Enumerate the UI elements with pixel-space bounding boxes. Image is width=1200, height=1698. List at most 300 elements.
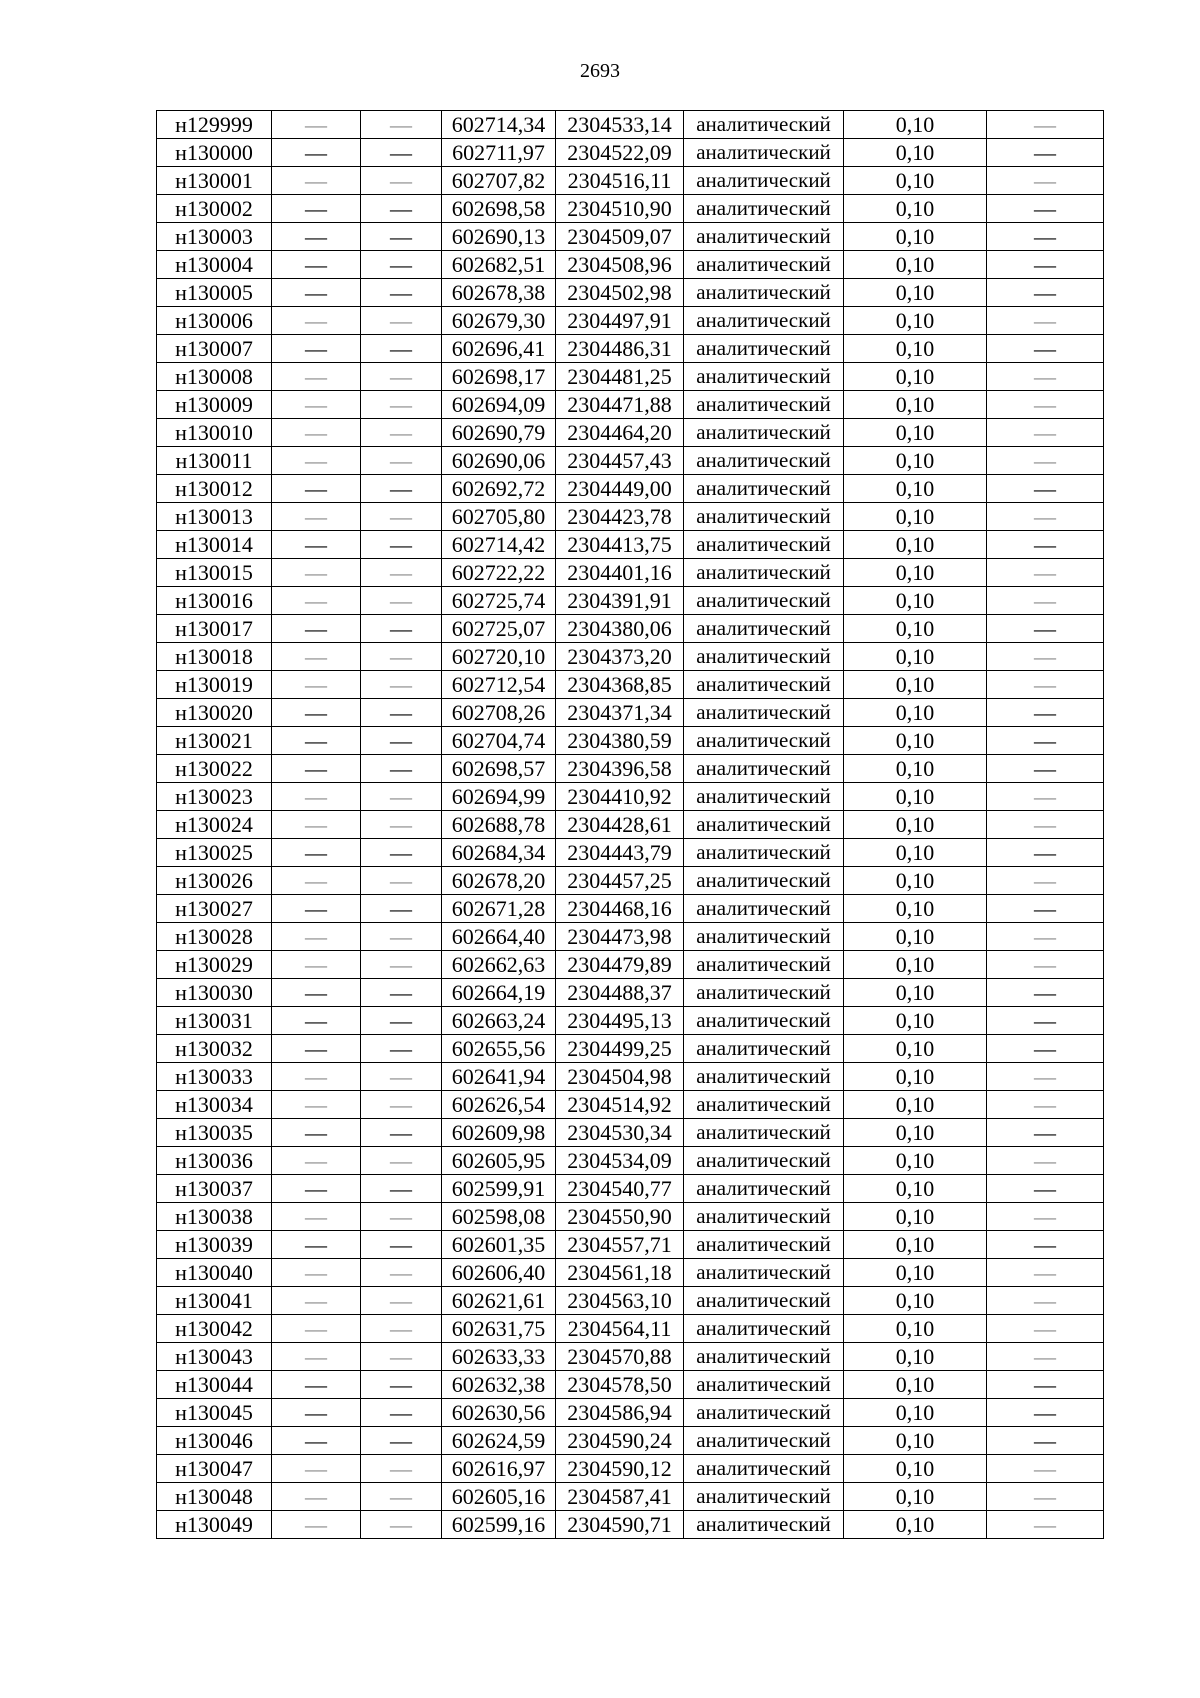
accuracy-cell: 0,10 — [844, 1091, 987, 1119]
table-row — [157, 979, 1104, 1007]
dash-cell: — — [272, 1427, 361, 1455]
dash-cell: — — [361, 503, 442, 531]
table-row — [157, 615, 1104, 643]
accuracy-cell: 0,10 — [844, 867, 987, 895]
point-name-cell: н130008 — [157, 363, 272, 391]
dash-cell: — — [272, 335, 361, 363]
dash-cell: — — [361, 475, 442, 503]
method-cell: аналитический — [684, 1315, 844, 1343]
x-coordinate-cell: 602605,95 — [442, 1147, 556, 1175]
y-coordinate-cell: 2304534,09 — [556, 1147, 684, 1175]
dash-cell: — — [987, 1371, 1104, 1399]
table-row — [157, 1035, 1104, 1063]
x-coordinate-cell: 602714,34 — [442, 111, 556, 139]
x-coordinate-cell: 602678,38 — [442, 279, 556, 307]
y-coordinate-cell: 2304495,13 — [556, 1007, 684, 1035]
table-row — [157, 727, 1104, 755]
dash-cell: — — [361, 951, 442, 979]
point-name-cell: н130032 — [157, 1035, 272, 1063]
dash-cell: — — [361, 1035, 442, 1063]
dash-cell: — — [361, 1511, 442, 1539]
x-coordinate-cell: 602711,97 — [442, 139, 556, 167]
method-cell: аналитический — [684, 1035, 844, 1063]
dash-cell: — — [272, 195, 361, 223]
dash-cell: — — [987, 1427, 1104, 1455]
x-coordinate-cell: 602664,40 — [442, 923, 556, 951]
x-coordinate-cell: 602616,97 — [442, 1455, 556, 1483]
dash-cell: — — [272, 307, 361, 335]
dash-cell: — — [987, 1147, 1104, 1175]
table-row — [157, 1371, 1104, 1399]
dash-cell: — — [987, 1119, 1104, 1147]
accuracy-cell: 0,10 — [844, 1035, 987, 1063]
dash-cell: — — [987, 1035, 1104, 1063]
x-coordinate-cell: 602712,54 — [442, 671, 556, 699]
method-cell: аналитический — [684, 643, 844, 671]
method-cell: аналитический — [684, 391, 844, 419]
dash-cell: — — [987, 447, 1104, 475]
accuracy-cell: 0,10 — [844, 1511, 987, 1539]
table-row — [157, 951, 1104, 979]
dash-cell: — — [987, 223, 1104, 251]
dash-cell: — — [987, 363, 1104, 391]
dash-cell: — — [272, 1203, 361, 1231]
point-name-cell: н130022 — [157, 755, 272, 783]
table-row — [157, 1063, 1104, 1091]
method-cell: аналитический — [684, 447, 844, 475]
dash-cell: — — [272, 1231, 361, 1259]
accuracy-cell: 0,10 — [844, 1427, 987, 1455]
dash-cell: — — [361, 1315, 442, 1343]
dash-cell: — — [987, 139, 1104, 167]
x-coordinate-cell: 602679,30 — [442, 307, 556, 335]
dash-cell: — — [987, 1455, 1104, 1483]
x-coordinate-cell: 602662,63 — [442, 951, 556, 979]
x-coordinate-cell: 602698,57 — [442, 755, 556, 783]
method-cell: аналитический — [684, 531, 844, 559]
method-cell: аналитический — [684, 1231, 844, 1259]
coordinates-table — [156, 110, 1104, 1539]
accuracy-cell: 0,10 — [844, 335, 987, 363]
accuracy-cell: 0,10 — [844, 1399, 987, 1427]
dash-cell: — — [361, 1007, 442, 1035]
dash-cell: — — [272, 1371, 361, 1399]
dash-cell: — — [272, 391, 361, 419]
y-coordinate-cell: 2304561,18 — [556, 1259, 684, 1287]
accuracy-cell: 0,10 — [844, 727, 987, 755]
dash-cell: — — [272, 223, 361, 251]
y-coordinate-cell: 2304590,71 — [556, 1511, 684, 1539]
accuracy-cell: 0,10 — [844, 895, 987, 923]
dash-cell: — — [272, 923, 361, 951]
point-name-cell: н130044 — [157, 1371, 272, 1399]
point-name-cell: н130024 — [157, 811, 272, 839]
y-coordinate-cell: 2304380,06 — [556, 615, 684, 643]
accuracy-cell: 0,10 — [844, 307, 987, 335]
point-name-cell: н130020 — [157, 699, 272, 727]
x-coordinate-cell: 602696,41 — [442, 335, 556, 363]
dash-cell: — — [272, 363, 361, 391]
table-row — [157, 503, 1104, 531]
dash-cell: — — [361, 1287, 442, 1315]
point-name-cell: н130013 — [157, 503, 272, 531]
y-coordinate-cell: 2304508,96 — [556, 251, 684, 279]
table-row — [157, 279, 1104, 307]
y-coordinate-cell: 2304514,92 — [556, 1091, 684, 1119]
x-coordinate-cell: 602601,35 — [442, 1231, 556, 1259]
accuracy-cell: 0,10 — [844, 1455, 987, 1483]
accuracy-cell: 0,10 — [844, 1231, 987, 1259]
x-coordinate-cell: 602708,26 — [442, 699, 556, 727]
dash-cell: — — [272, 1399, 361, 1427]
accuracy-cell: 0,10 — [844, 279, 987, 307]
accuracy-cell: 0,10 — [844, 811, 987, 839]
dash-cell: — — [361, 167, 442, 195]
x-coordinate-cell: 602694,99 — [442, 783, 556, 811]
table-row — [157, 391, 1104, 419]
dash-cell: — — [361, 923, 442, 951]
table-row — [157, 223, 1104, 251]
method-cell: аналитический — [684, 783, 844, 811]
dash-cell: — — [361, 587, 442, 615]
point-name-cell: н130006 — [157, 307, 272, 335]
table-row — [157, 783, 1104, 811]
point-name-cell: н130021 — [157, 727, 272, 755]
dash-cell: — — [272, 475, 361, 503]
method-cell: аналитический — [684, 1455, 844, 1483]
dash-cell: — — [272, 251, 361, 279]
y-coordinate-cell: 2304557,71 — [556, 1231, 684, 1259]
table-row — [157, 475, 1104, 503]
dash-cell: — — [361, 1175, 442, 1203]
table-row — [157, 1315, 1104, 1343]
dash-cell: — — [987, 1259, 1104, 1287]
y-coordinate-cell: 2304586,94 — [556, 1399, 684, 1427]
dash-cell: — — [272, 1007, 361, 1035]
y-coordinate-cell: 2304423,78 — [556, 503, 684, 531]
x-coordinate-cell: 602688,78 — [442, 811, 556, 839]
method-cell: аналитический — [684, 363, 844, 391]
dash-cell: — — [987, 671, 1104, 699]
x-coordinate-cell: 602684,34 — [442, 839, 556, 867]
accuracy-cell: 0,10 — [844, 475, 987, 503]
accuracy-cell: 0,10 — [844, 671, 987, 699]
dash-cell: — — [987, 727, 1104, 755]
y-coordinate-cell: 2304587,41 — [556, 1483, 684, 1511]
dash-cell: — — [272, 755, 361, 783]
dash-cell: — — [361, 1399, 442, 1427]
y-coordinate-cell: 2304522,09 — [556, 139, 684, 167]
dash-cell: — — [272, 1119, 361, 1147]
table-row — [157, 811, 1104, 839]
x-coordinate-cell: 602720,10 — [442, 643, 556, 671]
x-coordinate-cell: 602725,74 — [442, 587, 556, 615]
y-coordinate-cell: 2304391,91 — [556, 587, 684, 615]
point-name-cell: н130025 — [157, 839, 272, 867]
x-coordinate-cell: 602707,82 — [442, 167, 556, 195]
y-coordinate-cell: 2304471,88 — [556, 391, 684, 419]
method-cell: аналитический — [684, 923, 844, 951]
point-name-cell: н130033 — [157, 1063, 272, 1091]
dash-cell: — — [272, 643, 361, 671]
dash-cell: — — [987, 531, 1104, 559]
point-name-cell: н130004 — [157, 251, 272, 279]
y-coordinate-cell: 2304396,58 — [556, 755, 684, 783]
dash-cell: — — [987, 391, 1104, 419]
x-coordinate-cell: 602631,75 — [442, 1315, 556, 1343]
dash-cell: — — [987, 895, 1104, 923]
accuracy-cell: 0,10 — [844, 419, 987, 447]
x-coordinate-cell: 602694,09 — [442, 391, 556, 419]
accuracy-cell: 0,10 — [844, 979, 987, 1007]
dash-cell: — — [987, 839, 1104, 867]
point-name-cell: н130031 — [157, 1007, 272, 1035]
accuracy-cell: 0,10 — [844, 1315, 987, 1343]
method-cell: аналитический — [684, 839, 844, 867]
method-cell: аналитический — [684, 755, 844, 783]
point-name-cell: н130007 — [157, 335, 272, 363]
table-row — [157, 587, 1104, 615]
x-coordinate-cell: 602678,20 — [442, 867, 556, 895]
point-name-cell: н130047 — [157, 1455, 272, 1483]
x-coordinate-cell: 602725,07 — [442, 615, 556, 643]
y-coordinate-cell: 2304578,50 — [556, 1371, 684, 1399]
x-coordinate-cell: 602664,19 — [442, 979, 556, 1007]
y-coordinate-cell: 2304468,16 — [556, 895, 684, 923]
dash-cell: — — [361, 1119, 442, 1147]
dash-cell: — — [272, 979, 361, 1007]
method-cell: аналитический — [684, 111, 844, 139]
x-coordinate-cell: 602599,16 — [442, 1511, 556, 1539]
accuracy-cell: 0,10 — [844, 1483, 987, 1511]
table-row — [157, 1119, 1104, 1147]
dash-cell: — — [361, 783, 442, 811]
dash-cell: — — [272, 447, 361, 475]
dash-cell: — — [987, 335, 1104, 363]
dash-cell: — — [987, 1231, 1104, 1259]
method-cell: аналитический — [684, 671, 844, 699]
table-row — [157, 895, 1104, 923]
method-cell: аналитический — [684, 895, 844, 923]
accuracy-cell: 0,10 — [844, 447, 987, 475]
x-coordinate-cell: 602624,59 — [442, 1427, 556, 1455]
y-coordinate-cell: 2304533,14 — [556, 111, 684, 139]
method-cell: аналитический — [684, 1287, 844, 1315]
point-name-cell: н130038 — [157, 1203, 272, 1231]
accuracy-cell: 0,10 — [844, 1343, 987, 1371]
dash-cell: — — [272, 699, 361, 727]
table-row — [157, 363, 1104, 391]
table-row — [157, 923, 1104, 951]
table-row — [157, 447, 1104, 475]
accuracy-cell: 0,10 — [844, 1119, 987, 1147]
method-cell: аналитический — [684, 307, 844, 335]
method-cell: аналитический — [684, 167, 844, 195]
dash-cell: — — [987, 1399, 1104, 1427]
accuracy-cell: 0,10 — [844, 139, 987, 167]
y-coordinate-cell: 2304550,90 — [556, 1203, 684, 1231]
dash-cell: — — [361, 447, 442, 475]
point-name-cell: н130035 — [157, 1119, 272, 1147]
dash-cell: — — [987, 1343, 1104, 1371]
dash-cell: — — [987, 475, 1104, 503]
y-coordinate-cell: 2304464,20 — [556, 419, 684, 447]
table-row — [157, 1455, 1104, 1483]
dash-cell: — — [272, 111, 361, 139]
accuracy-cell: 0,10 — [844, 1007, 987, 1035]
x-coordinate-cell: 602598,08 — [442, 1203, 556, 1231]
method-cell: аналитический — [684, 1175, 844, 1203]
x-coordinate-cell: 602641,94 — [442, 1063, 556, 1091]
dash-cell: — — [272, 1063, 361, 1091]
x-coordinate-cell: 602655,56 — [442, 1035, 556, 1063]
method-cell: аналитический — [684, 1483, 844, 1511]
dash-cell: — — [361, 363, 442, 391]
table-row — [157, 1343, 1104, 1371]
dash-cell: — — [361, 419, 442, 447]
dash-cell: — — [361, 839, 442, 867]
table-row — [157, 839, 1104, 867]
x-coordinate-cell: 602663,24 — [442, 1007, 556, 1035]
point-name-cell: н130039 — [157, 1231, 272, 1259]
dash-cell: — — [987, 111, 1104, 139]
dash-cell: — — [987, 923, 1104, 951]
dash-cell: — — [987, 1175, 1104, 1203]
x-coordinate-cell: 602633,33 — [442, 1343, 556, 1371]
table-row — [157, 559, 1104, 587]
point-name-cell: н130009 — [157, 391, 272, 419]
method-cell: аналитический — [684, 195, 844, 223]
point-name-cell: н130002 — [157, 195, 272, 223]
accuracy-cell: 0,10 — [844, 755, 987, 783]
dash-cell: — — [987, 615, 1104, 643]
dash-cell: — — [361, 979, 442, 1007]
table-row — [157, 643, 1104, 671]
dash-cell: — — [361, 867, 442, 895]
dash-cell: — — [361, 1091, 442, 1119]
point-name-cell: н130003 — [157, 223, 272, 251]
point-name-cell: н130030 — [157, 979, 272, 1007]
x-coordinate-cell: 602606,40 — [442, 1259, 556, 1287]
point-name-cell: н130042 — [157, 1315, 272, 1343]
table-row — [157, 167, 1104, 195]
x-coordinate-cell: 602605,16 — [442, 1483, 556, 1511]
point-name-cell: н130027 — [157, 895, 272, 923]
y-coordinate-cell: 2304380,59 — [556, 727, 684, 755]
accuracy-cell: 0,10 — [844, 391, 987, 419]
method-cell: аналитический — [684, 1259, 844, 1287]
dash-cell: — — [987, 699, 1104, 727]
dash-cell: — — [272, 1287, 361, 1315]
table-row — [157, 195, 1104, 223]
x-coordinate-cell: 602690,06 — [442, 447, 556, 475]
table-row — [157, 671, 1104, 699]
x-coordinate-cell: 602671,28 — [442, 895, 556, 923]
dash-cell: — — [361, 139, 442, 167]
y-coordinate-cell: 2304486,31 — [556, 335, 684, 363]
method-cell: аналитический — [684, 419, 844, 447]
method-cell: аналитический — [684, 1203, 844, 1231]
point-name-cell: н130015 — [157, 559, 272, 587]
method-cell: аналитический — [684, 1371, 844, 1399]
table-row — [157, 1259, 1104, 1287]
y-coordinate-cell: 2304449,00 — [556, 475, 684, 503]
x-coordinate-cell: 602682,51 — [442, 251, 556, 279]
x-coordinate-cell: 602698,58 — [442, 195, 556, 223]
point-name-cell: н130016 — [157, 587, 272, 615]
table-row — [157, 1399, 1104, 1427]
dash-cell: — — [361, 1147, 442, 1175]
y-coordinate-cell: 2304563,10 — [556, 1287, 684, 1315]
y-coordinate-cell: 2304368,85 — [556, 671, 684, 699]
dash-cell: — — [987, 811, 1104, 839]
accuracy-cell: 0,10 — [844, 531, 987, 559]
method-cell: аналитический — [684, 279, 844, 307]
dash-cell: — — [361, 895, 442, 923]
y-coordinate-cell: 2304590,12 — [556, 1455, 684, 1483]
accuracy-cell: 0,10 — [844, 643, 987, 671]
method-cell: аналитический — [684, 335, 844, 363]
accuracy-cell: 0,10 — [844, 1287, 987, 1315]
dash-cell: — — [361, 1427, 442, 1455]
dash-cell: — — [987, 755, 1104, 783]
dash-cell: — — [272, 139, 361, 167]
x-coordinate-cell: 602698,17 — [442, 363, 556, 391]
point-name-cell: н130005 — [157, 279, 272, 307]
point-name-cell: н130023 — [157, 783, 272, 811]
y-coordinate-cell: 2304401,16 — [556, 559, 684, 587]
table-row — [157, 699, 1104, 727]
x-coordinate-cell: 602599,91 — [442, 1175, 556, 1203]
dash-cell: — — [361, 727, 442, 755]
dash-cell: — — [987, 559, 1104, 587]
x-coordinate-cell: 602714,42 — [442, 531, 556, 559]
table-row — [157, 1231, 1104, 1259]
dash-cell: — — [987, 307, 1104, 335]
dash-cell: — — [361, 1231, 442, 1259]
accuracy-cell: 0,10 — [844, 1371, 987, 1399]
table-row — [157, 1203, 1104, 1231]
method-cell: аналитический — [684, 1119, 844, 1147]
table-row — [157, 111, 1104, 139]
dash-cell: — — [272, 1483, 361, 1511]
table-row — [157, 251, 1104, 279]
dash-cell: — — [272, 1147, 361, 1175]
table-body — [157, 111, 1104, 1539]
point-name-cell: н129999 — [157, 111, 272, 139]
dash-cell: — — [987, 979, 1104, 1007]
dash-cell: — — [987, 251, 1104, 279]
accuracy-cell: 0,10 — [844, 839, 987, 867]
dash-cell: — — [272, 1511, 361, 1539]
dash-cell: — — [272, 279, 361, 307]
y-coordinate-cell: 2304564,11 — [556, 1315, 684, 1343]
dash-cell: — — [272, 615, 361, 643]
method-cell: аналитический — [684, 1511, 844, 1539]
point-name-cell: н130026 — [157, 867, 272, 895]
accuracy-cell: 0,10 — [844, 1147, 987, 1175]
y-coordinate-cell: 2304510,90 — [556, 195, 684, 223]
y-coordinate-cell: 2304373,20 — [556, 643, 684, 671]
table-row — [157, 1483, 1104, 1511]
accuracy-cell: 0,10 — [844, 923, 987, 951]
dash-cell: — — [272, 531, 361, 559]
table-row — [157, 531, 1104, 559]
dash-cell: — — [987, 279, 1104, 307]
accuracy-cell: 0,10 — [844, 111, 987, 139]
dash-cell: — — [361, 195, 442, 223]
y-coordinate-cell: 2304410,92 — [556, 783, 684, 811]
